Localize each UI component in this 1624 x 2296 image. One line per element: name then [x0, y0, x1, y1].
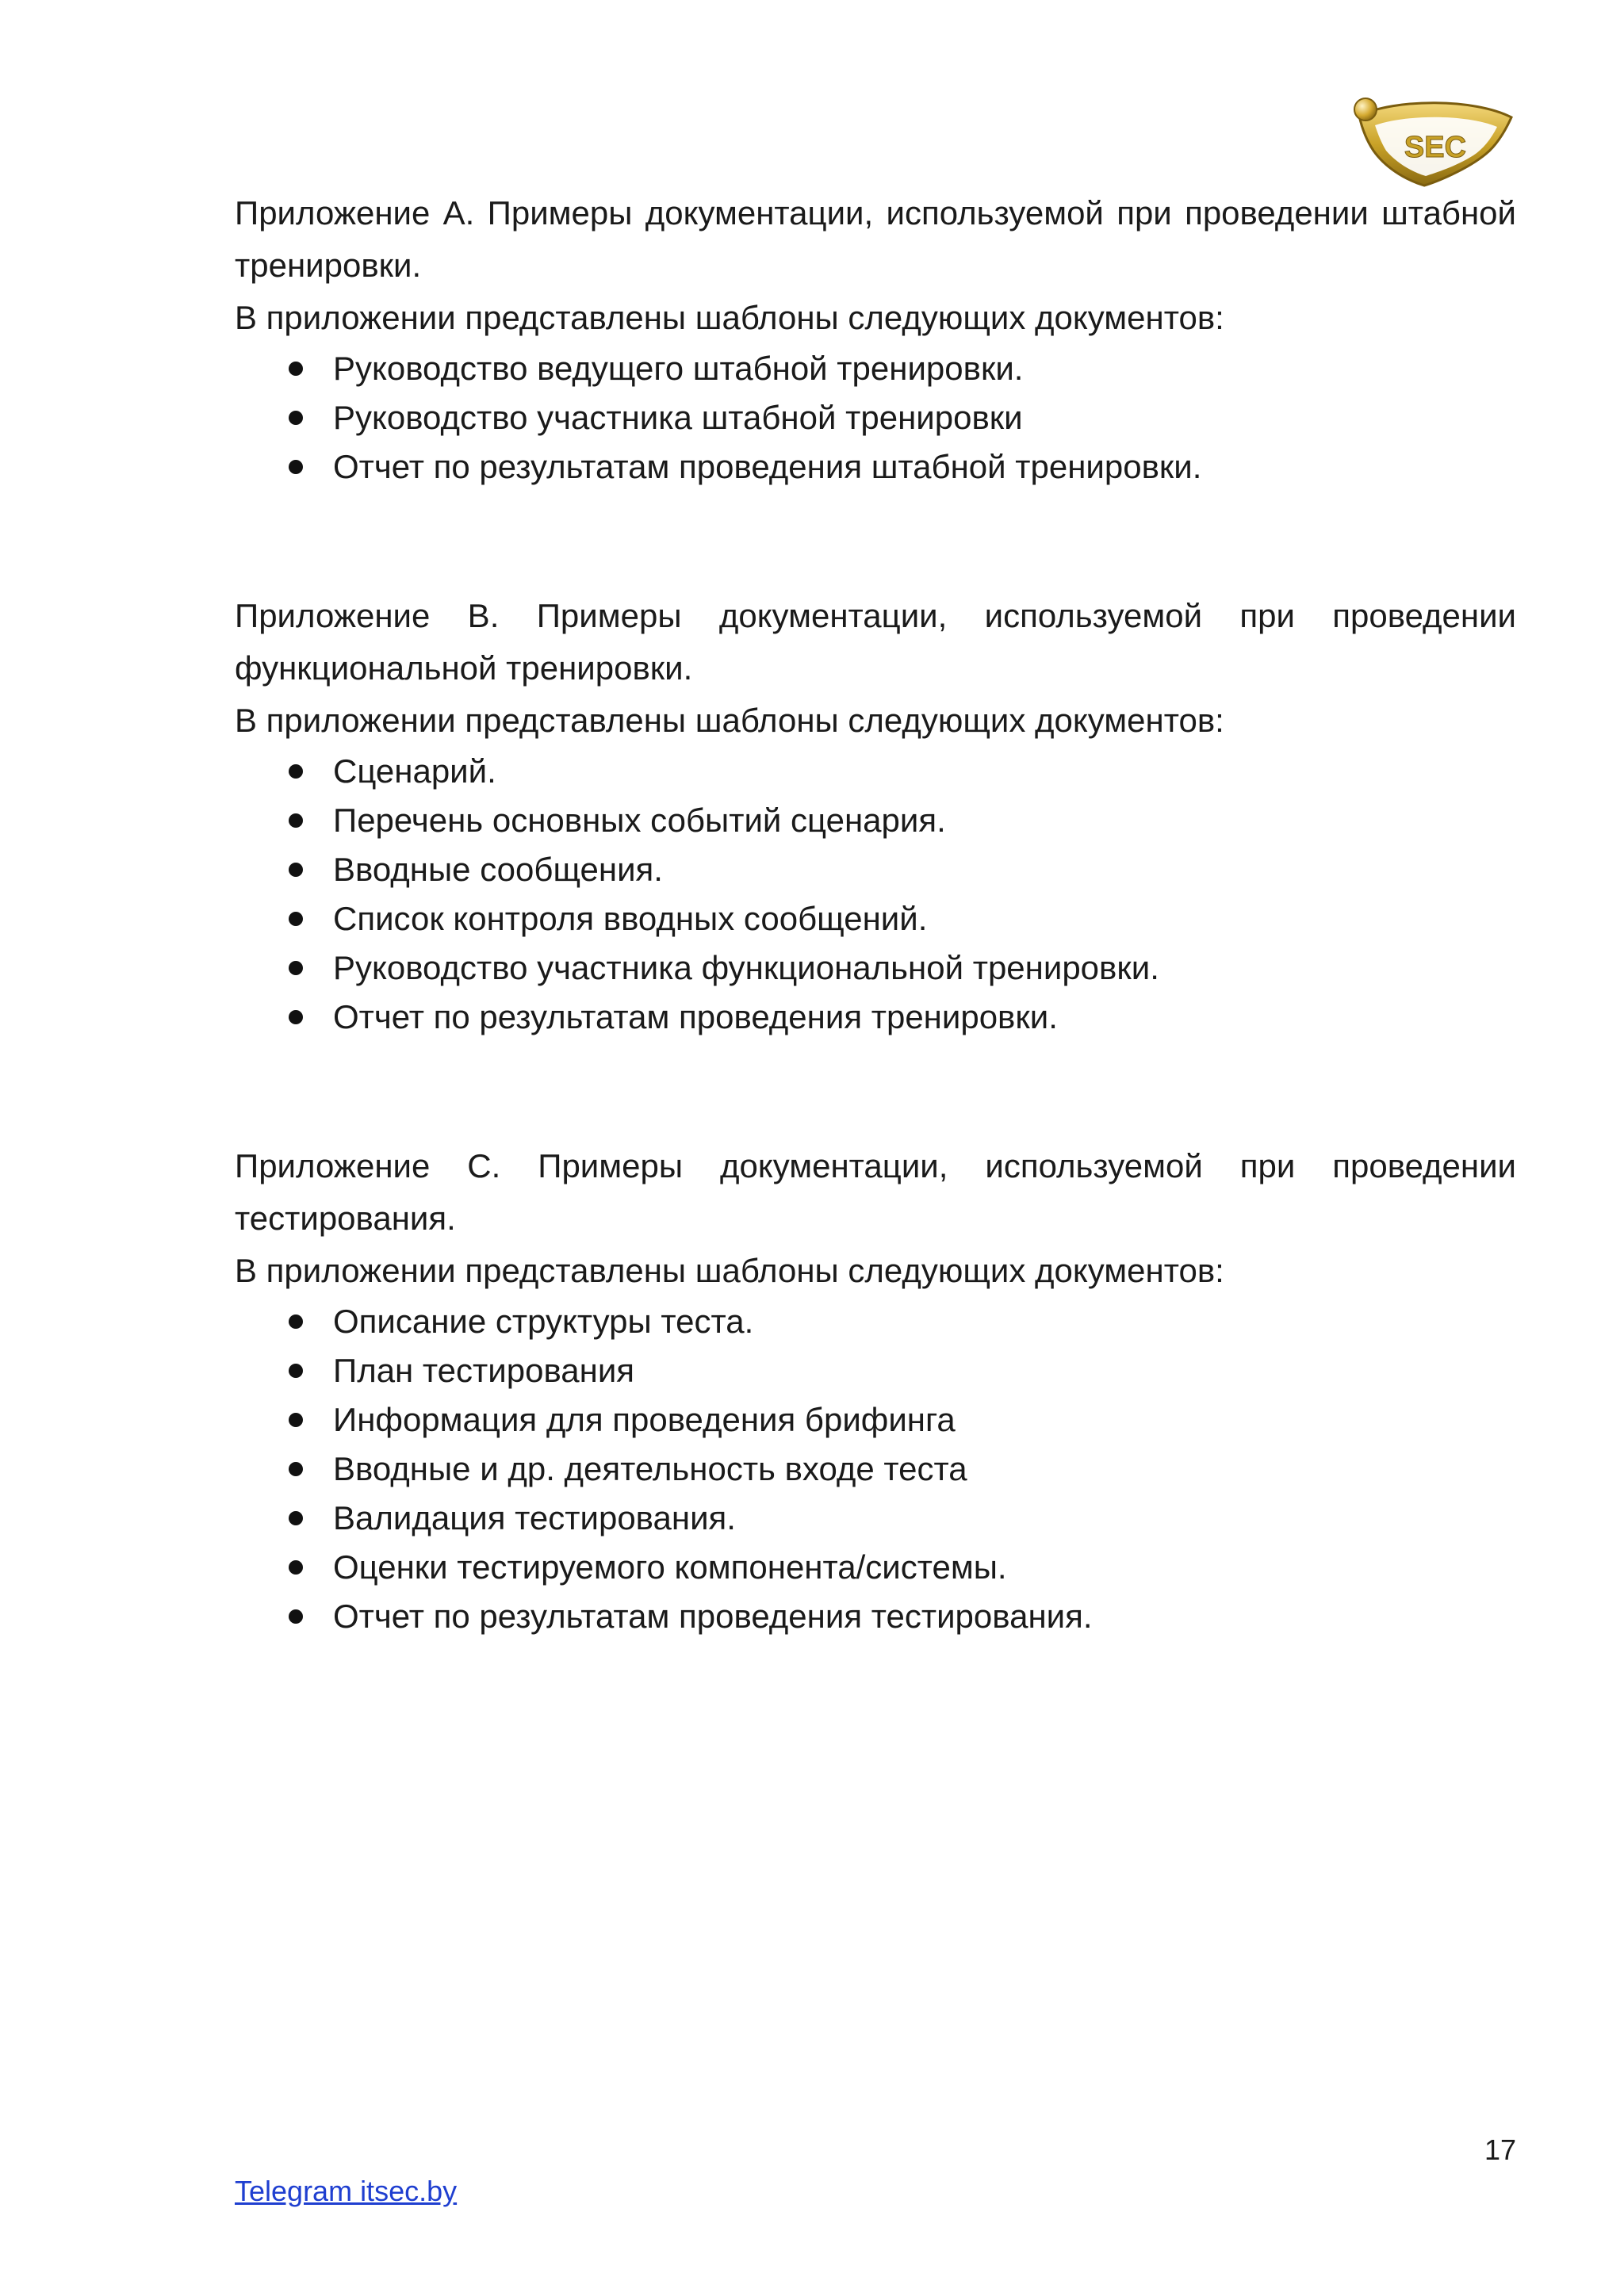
list-item-text: Оценки тестируемого компонента/системы.: [333, 1548, 1007, 1586]
list-item-text: Вводные сообщения.: [333, 851, 663, 888]
list-item: [235, 1395, 1516, 1445]
appendix-heading: Приложение A. Примеры документации, используемой при проведении штабной тренировки.: [235, 194, 1516, 284]
list-item-text: Перечень основных событий сценария.: [333, 802, 946, 839]
bullet-icon: [289, 460, 303, 474]
bullet-icon: [289, 1364, 303, 1378]
bullet-icon: [289, 863, 303, 877]
list-item-text: Валидация тестирования.: [333, 1499, 736, 1536]
bullet-icon: [289, 1010, 303, 1024]
svg-text:SEC: SEC: [1404, 131, 1467, 164]
list-item-text: Список контроля вводных сообщений.: [333, 900, 928, 937]
list-item-text: Сценарий.: [333, 752, 496, 790]
appendix-intro: В приложении представлены шаблоны следующих документов:: [235, 299, 1224, 336]
appendix-b: [235, 590, 1516, 1042]
bullet-icon: [289, 1314, 303, 1329]
bullet-icon: [289, 411, 303, 425]
document-list: [235, 1297, 1516, 1641]
telegram-link[interactable]: Telegram itsec.by: [235, 2175, 458, 2207]
bullet-icon: [289, 912, 303, 926]
list-item: [235, 943, 1516, 993]
list-item: [235, 344, 1516, 393]
appendix-heading: Приложение B. Примеры документации, используемой при проведении функциональной тренировки.: [235, 597, 1516, 687]
appendix-c: [235, 1140, 1516, 1641]
appendix-intro: В приложении представлены шаблоны следующих документов:: [235, 702, 1224, 739]
list-item-text: Руководство участника штабной тренировки: [333, 399, 1023, 436]
list-item: [235, 442, 1516, 492]
bullet-icon: [289, 1560, 303, 1575]
bullet-icon: [289, 1609, 303, 1624]
list-item: [235, 1297, 1516, 1346]
list-item: [235, 1494, 1516, 1543]
page-number: 17: [1484, 2133, 1517, 2166]
list-item-text: Отчет по результатам проведения штабной тренировки.: [333, 448, 1202, 485]
document-body: [235, 187, 1516, 1641]
document-list: [235, 747, 1516, 1042]
list-item: [235, 993, 1516, 1042]
bullet-icon: [289, 961, 303, 975]
appendix-intro: В приложении представлены шаблоны следующих документов:: [235, 1252, 1224, 1289]
sec-logo-icon: [1348, 94, 1519, 190]
list-item-text: План тестирования: [333, 1352, 635, 1389]
list-item-text: Информация для проведения брифинга: [333, 1401, 956, 1438]
list-item: [235, 1445, 1516, 1494]
bullet-icon: [289, 362, 303, 376]
list-item: [235, 1543, 1516, 1592]
bullet-icon: [289, 813, 303, 828]
list-item: [235, 845, 1516, 894]
appendix-heading: Приложение C. Примеры документации, используемой при проведении тестирования.: [235, 1147, 1516, 1237]
list-item: [235, 1592, 1516, 1641]
sec-logo: [1348, 94, 1519, 190]
list-item: [235, 1346, 1516, 1395]
list-item-text: Руководство участника функциональной тренировки.: [333, 949, 1159, 986]
list-item: [235, 393, 1516, 442]
list-item-text: Руководство ведущего штабной тренировки.: [333, 350, 1024, 387]
bullet-icon: [289, 1413, 303, 1427]
list-item-text: Вводные и др. деятельность входе теста: [333, 1450, 967, 1487]
list-item-text: Описание структуры теста.: [333, 1303, 754, 1340]
list-item-text: Отчет по результатам проведения тестирования.: [333, 1598, 1093, 1635]
bullet-icon: [289, 1511, 303, 1525]
appendix-a: [235, 187, 1516, 492]
list-item: [235, 747, 1516, 796]
list-item-text: Отчет по результатам проведения тренировки.: [333, 998, 1058, 1035]
bullet-icon: [289, 764, 303, 779]
bullet-icon: [289, 1462, 303, 1476]
list-item: [235, 894, 1516, 943]
document-list: [235, 344, 1516, 492]
list-item: [235, 796, 1516, 845]
